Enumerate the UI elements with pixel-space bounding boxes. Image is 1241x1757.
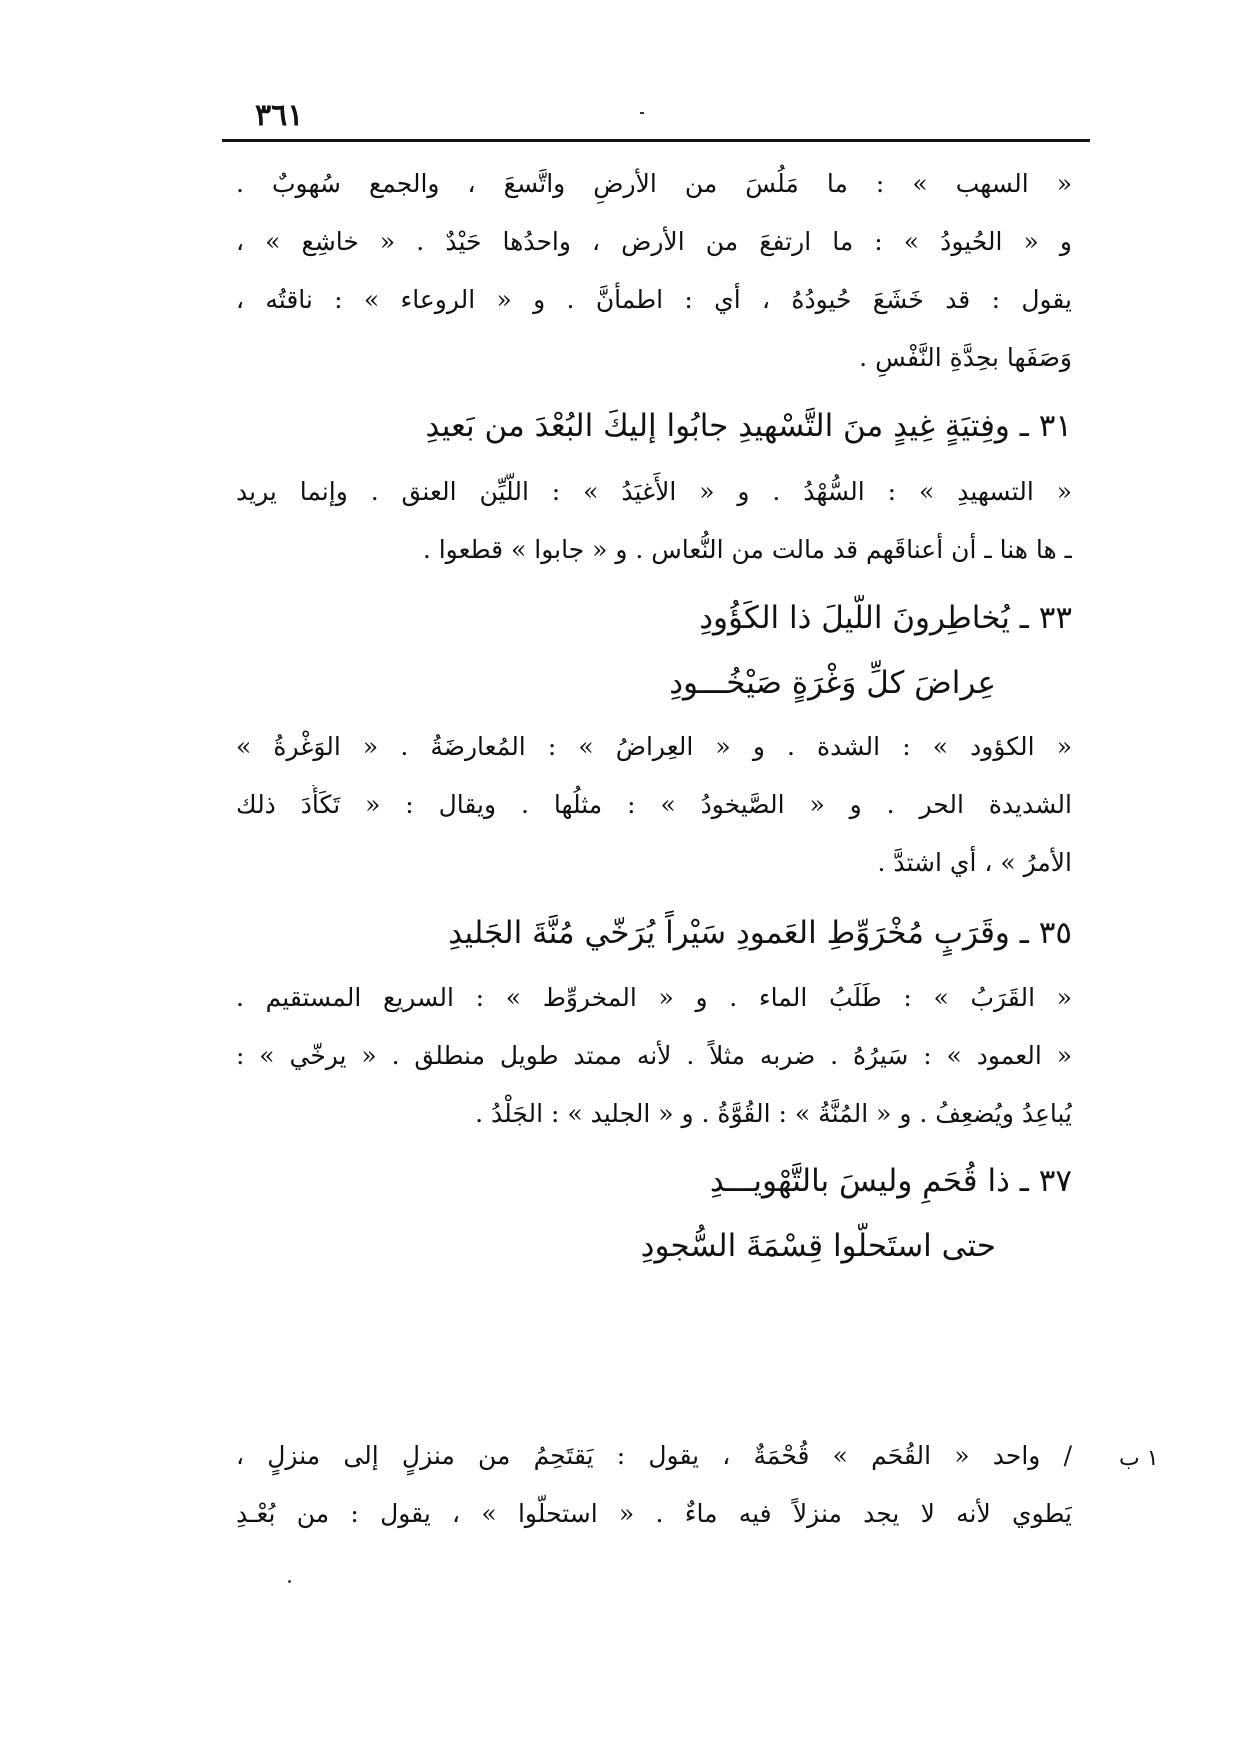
page-number: ٣٦١ xyxy=(255,98,304,133)
header-rule xyxy=(222,139,1090,142)
text-line: ـ ها هنا ـ أن أعناقَهم قد مالت من النُّعاس . و « جابوا » قطعوا . xyxy=(422,535,1072,564)
text-line: الشديدة الحر . و « الصَّيخودُ » : مثلُها . ويقال : « تَكَأَّدَ ذلك xyxy=(236,790,1072,819)
printer-mark xyxy=(640,112,644,114)
text-line: و « الحُيودُ » : ما ارتفعَ من الأرض ، واحدُها حَيْدٌ . « خاشِع » ، xyxy=(236,227,1072,256)
verse-33-first-hemistich: ٣٣ ـ يُخاطِرونَ اللَّيلَ ذا الكَؤُودِ xyxy=(699,600,1072,636)
margin-folio-note: ١ ب xyxy=(1119,1446,1159,1471)
text-line: « الكؤود » : الشدة . و « العِراضُ » : المُعارضَةُ . « الوَغْرةُ » xyxy=(236,732,1072,761)
text-line: « التسهيدِ » : السُّهْدُ . و « الأَغيَدُ » : اللَّيِّن العنق . وإنما يريد xyxy=(236,477,1072,506)
scan-speck xyxy=(288,1580,291,1583)
text-line: / واحد « القُحَم » قُحْمَةٌ ، يقول : يَقتَحِمُ من منزلٍ إلى منزلٍ ، xyxy=(236,1441,1072,1470)
text-line: « السهب » : ما مَلُسَ من الأرضِ واتَّسعَ ، والجمع سُهوبٌ . xyxy=(236,169,1072,198)
verse-37-second-hemistich: حتى استَحلُّوا قِسْمَةَ السُّجودِ xyxy=(640,1228,996,1264)
text-line: يَطوي لأنه لا يجد منزلاً فيه ماءٌ . « استحلّوا » ، يقول : من بُعْـدِ xyxy=(236,1499,1072,1528)
text-line: وَصَفَها بحِدَّةِ النَّفْسِ . xyxy=(859,343,1072,372)
verse-35: ٣٥ ـ وقَرَبٍ مُخْرَوِّطِ العَمودِ سَيْراً يُرَخّي مُنَّةَ الجَليدِ xyxy=(448,915,1072,951)
text-line: « العمود » : سَيرُهُ . ضربه مثلاً . لأنه ممتد طويل منطلق . « يرخّي » : xyxy=(236,1041,1072,1070)
text-line: « القَرَبُ » : طَلَبُ الماء . و « المخروِّط » : السريع المستقيم . xyxy=(236,983,1072,1012)
text-line: الأمرُ » ، أي اشتدَّ . xyxy=(877,848,1072,877)
verse-31: ٣١ ـ وفِتيَةٍ غِيدٍ منَ التَّسْهيدِ جابُوا إليكَ البُعْدَ من بَعيدِ xyxy=(425,408,1072,444)
verse-37-first-hemistich: ٣٧ ـ ذا قُحَمٍ وليسَ بالتَّهْويـــدِ xyxy=(709,1163,1072,1199)
verse-33-second-hemistich: عِراضَ كلِّ وَغْرَةٍ صَيْخُـــودِ xyxy=(669,665,996,701)
text-line: يقول : قد خَشَعَ حُيودُهُ ، أي : اطمأنَّ . و « الروعاء » : ناقتُه ، xyxy=(236,285,1072,314)
text-line: يُباعِدُ ويُضعِفُ . و « المُنَّةُ » : القُوَّةُ . و « الجليد » : الجَلْدُ . xyxy=(475,1099,1072,1128)
